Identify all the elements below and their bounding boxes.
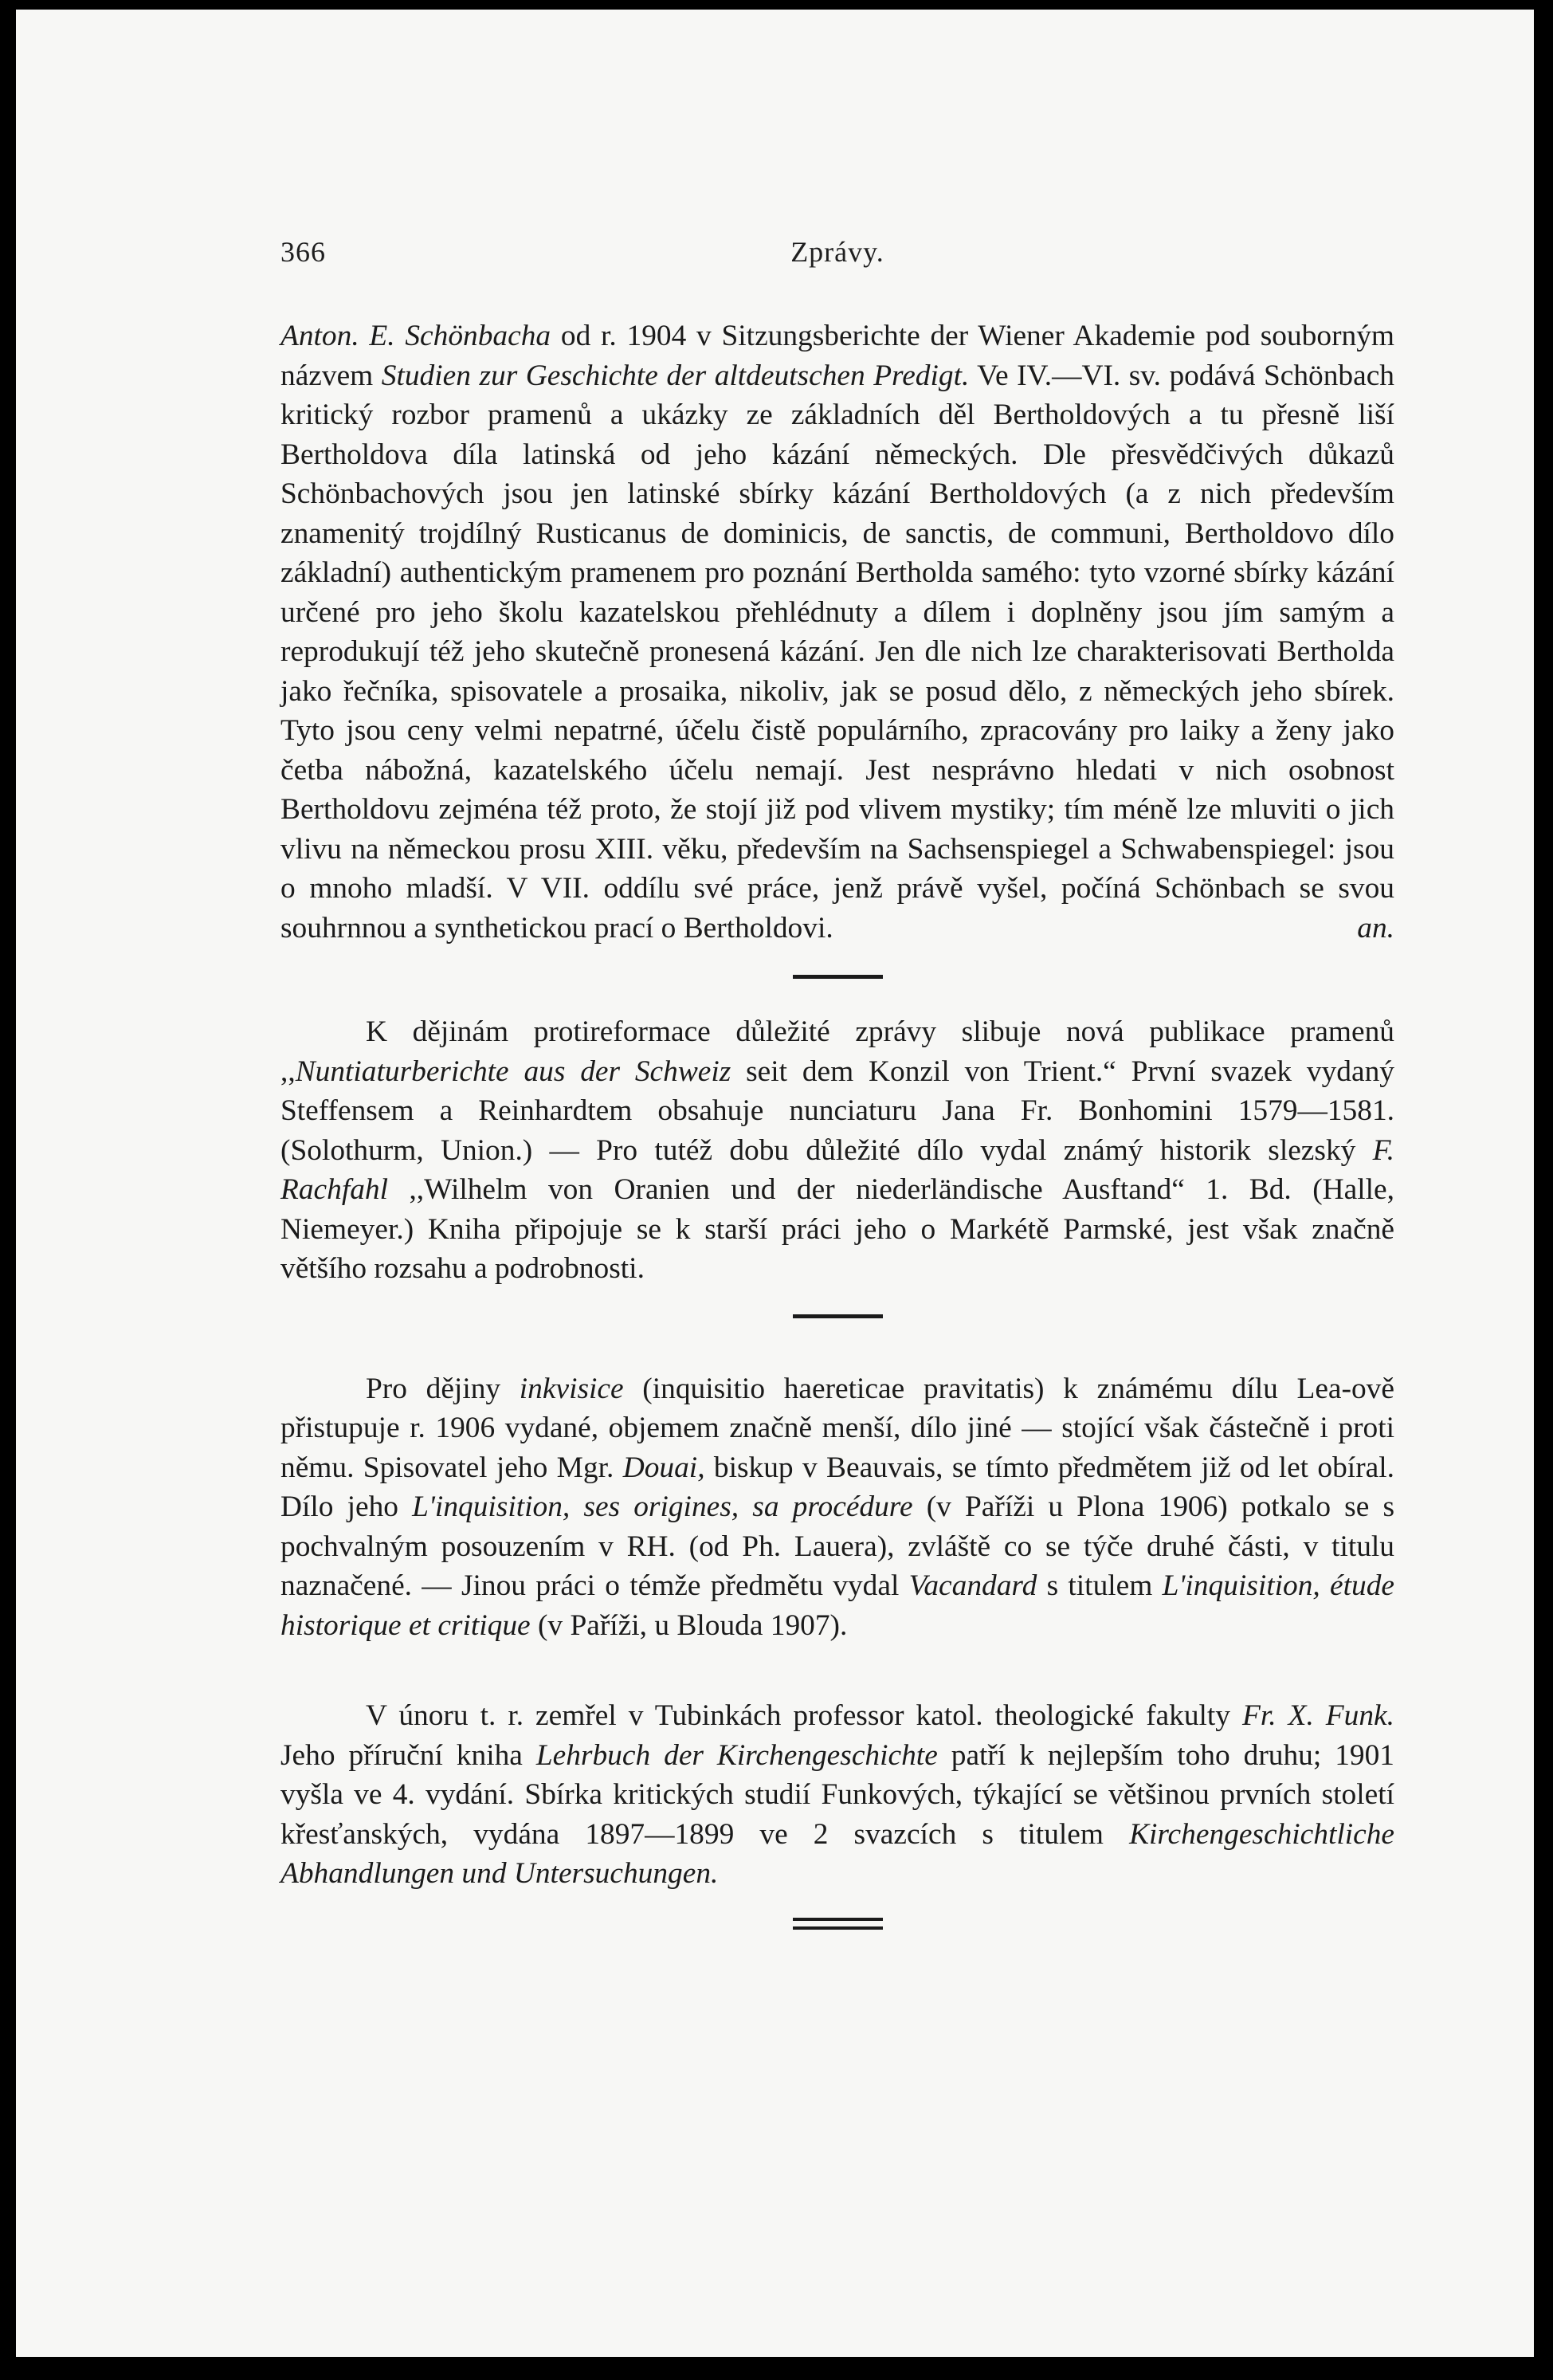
paragraph-text: od r. 1904 v Sitzungsberichte der Wiener Akademie pod souborným názvem [280, 320, 1394, 392]
paragraph-text: patří k nejlepším toho druhu; 1901 vyšla ve 4. vydání. Sbírka kritických studií Funkových, týkající se většinou prvních století křesťanských, vydána 1897—1899 ve 2 svazcích s titulem [280, 1738, 1395, 1851]
book-title: L'inquisition, étude historique et critique [280, 1569, 1394, 1642]
book-title: L'inquisition, ses origines, sa procédure [412, 1490, 913, 1523]
emphasis-term: inkvisice [519, 1372, 624, 1405]
divider-line [793, 975, 883, 979]
paragraph-protireformace [280, 1012, 1394, 1289]
article-body [280, 316, 1394, 1930]
paragraph-text: V únoru t. r. zemřel v Tubinkách professor katol. theologické fakulty [366, 1699, 1243, 1732]
paragraph-text: seit dem Konzil von Trient.“ První svazek vydaný Steffensem a Reinhardtem obsahuje nunciaturu Jana Fr. Bonhomini 1579—1581. (Solothurm, Union.) — Pro tutéž dobu důležité dílo vydal známý historik slezský [280, 1055, 1394, 1167]
paragraph-schonbach [280, 316, 1394, 948]
end-divider [280, 1894, 1394, 1930]
paragraph-text: (inquisitio haereticae pravitatis) k známému dílu Lea-ově přistupuje r. 1906 vydané, objemem značně menší, dílo jiné — stojící však částečně i proti němu. Spisovatel jeho Mgr. [280, 1372, 1394, 1484]
paragraph-text: (v Paříži u Plona 1906) potkalo se s pochvalným posouzením v RH. (od Ph. Lauera), zvláště co se týče druhé části, v titulu naznačené. — Jinou práci o témže předmětu vydal [280, 1490, 1395, 1602]
book-page [16, 10, 1534, 2357]
paragraph-funk [280, 1696, 1394, 1894]
author-name: Anton. E. Schönbacha [280, 320, 551, 352]
author-name: F. Rachfahl [280, 1133, 1394, 1206]
author-name: Fr. X. Funk. [1242, 1699, 1394, 1732]
paragraph-text: Pro dějiny [366, 1372, 520, 1405]
page-number: 366 [280, 236, 326, 268]
double-divider-line [793, 1918, 883, 1930]
paragraph-text: Jeho příruční kniha [280, 1738, 536, 1772]
section-divider [280, 1314, 1394, 1318]
paragraph-text: K dějinám protireformace důležité zprávy slibuje nová publikace pramenů ,, [280, 1015, 1394, 1088]
page-header [280, 235, 1394, 275]
paragraph-text: Ve IV.—VI. sv. podává Schönbach kritický rozbor pramenů a ukázky ze základních děl Bertholdových a tu přesně liší Bertholdova díla latinská od jeho kázání německých. Dle přesvědčivých důkazů Schönbachových jsou jen latinské sbírky kázání Bertholdových (a z nich především znamenitý trojdílný Rusticanus de dominicis, de sanctis, de communi, Bertholdovo dílo základní) authentickým pramenem pro poznání Bertholda samého: tyto vzorné sbírky kázání určené pro jeho školu kazatelskou přehlédnuty a dílem i doplněny jsou jím samým a reprodukují též jeho skutečně pronesená kázání. Jen dle nich lze charakterisovati Bertholda jako řečníka, spisovatele a prosaika, nikoliv, jak se posud dělo, z německých jeho sbírek. Tyto jsou ceny velmi nepatrné, účelu čistě populárního, zpracovány pro laiky a ženy jako četba nábožná, kazatelského účelu nemají. Jest nesprávno hledati v nich osobnost Bertholdovu zejména též proto, že stojí již pod vlivem mystiky; tím méně lze mluviti o jich vlivu na německou prosu XIII. věku, především na Sachsenspiegel a Schwabenspiegel: jsou o mnoho mladší. V VII. oddílu své práce, jenž právě vyšel, počíná Schönbach se svou souhrnnou a synthetickou prací o Bertholdovi. [280, 359, 1394, 945]
author-name: Vacandard [908, 1569, 1037, 1602]
section-divider [280, 975, 1394, 979]
author-name: Douai, [622, 1451, 705, 1484]
book-title: Nuntiaturberichte aus der Schweiz [295, 1055, 731, 1088]
divider-line [793, 1926, 883, 1930]
running-head: Zprávy. [790, 236, 884, 268]
divider-line [793, 1918, 883, 1921]
book-title: Kirchengeschichtliche Abhandlungen und Untersuchungen. [280, 1817, 1394, 1890]
book-title: Studien zur Geschichte der altdeutschen Predigt. [381, 359, 970, 392]
paragraph-spacer [280, 1645, 1394, 1696]
paragraph-text: s titulem [1037, 1569, 1163, 1602]
paragraph-text: ,,Wilhelm von Oranien und der niederländische Ausftand“ 1. Bd. (Halle, Niemeyer.) Kniha připojuje se k starší práci jeho o Markétě Parmské, jest však značně většího rozsahu a podrobnosti. [280, 1173, 1394, 1285]
paragraph-inkvisice [280, 1369, 1394, 1646]
signature: an. [1357, 911, 1394, 945]
book-title: Lehrbuch der Kirchengeschichte [535, 1738, 938, 1772]
paragraph-text: biskup v Beauvais, se tímto předmětem již od let obíral. Dílo jeho [280, 1451, 1394, 1523]
divider-line [793, 1314, 883, 1318]
paragraph-text: (v Paříži, u Blouda 1907). [530, 1608, 848, 1642]
